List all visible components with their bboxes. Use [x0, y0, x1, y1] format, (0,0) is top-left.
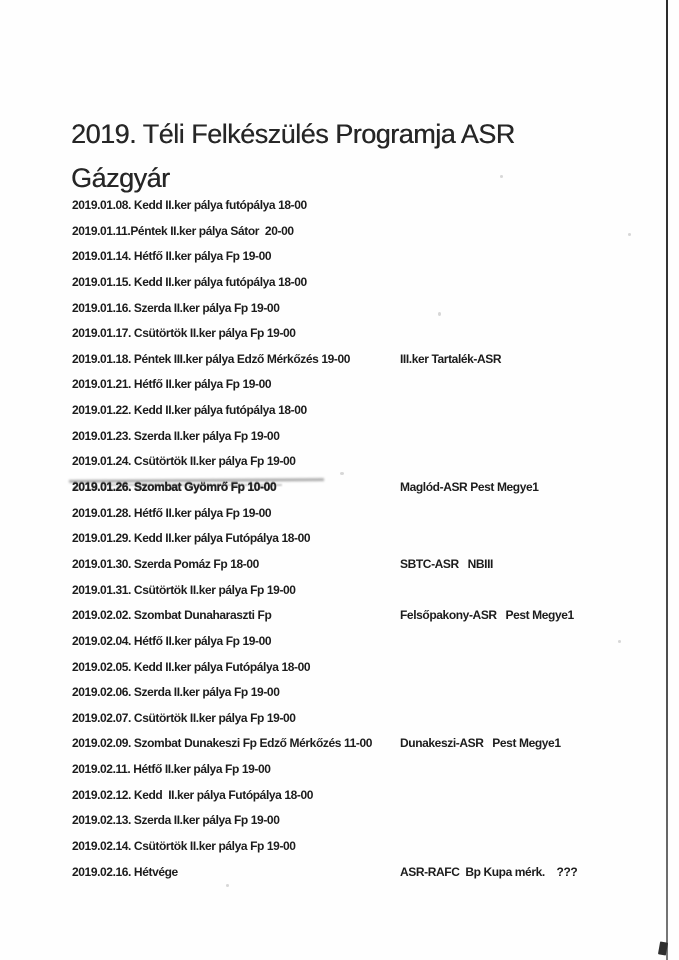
- scan-speck: [226, 884, 229, 887]
- event-text: 2019.01.31. Csütörtök II.ker pálya Fp 19-00: [72, 582, 296, 597]
- event-text: 2019.01.17. Csütörtök II.ker pálya Fp 19-00: [72, 326, 296, 341]
- event-text: 2019.02.02. Szombat Dunaharaszti Fp: [72, 608, 272, 623]
- schedule-list: [72, 198, 667, 890]
- event-text: 2019.01.29. Kedd II.ker pálya Futópálya 18-00: [72, 531, 311, 546]
- scan-speck: [95, 487, 98, 490]
- match-text: ASR-RAFC Bp Kupa mérk. ???: [400, 864, 578, 879]
- event-text: 2019.01.26. Szombat Gyömrő Fp 10-00: [72, 480, 277, 495]
- document-title-line2: Gázgyár: [71, 163, 170, 194]
- event-text: 2019.01.28. Hétfő II.ker pálya Fp 19-00: [72, 505, 272, 520]
- schedule-row: [72, 660, 667, 686]
- event-text: 2019.01.14. Hétfő II.ker pálya Fp 19-00: [72, 249, 272, 264]
- event-text: 2019.01.16. Szerda II.ker pálya Fp 19-00: [72, 300, 280, 315]
- schedule-row: [72, 506, 667, 532]
- event-text: 2019.01.21. Hétfő II.ker pálya Fp 19-00: [72, 377, 272, 392]
- schedule-row: [72, 326, 667, 352]
- event-text: 2019.01.15. Kedd II.ker pálya futópálya 18-00: [72, 274, 307, 289]
- schedule-row: [72, 377, 667, 403]
- scan-speck: [438, 312, 441, 316]
- schedule-row: [72, 736, 667, 762]
- scan-speck: [500, 175, 503, 178]
- event-text: 2019.02.09. Szombat Dunakeszi Fp Edző Mérkőzés 11-00: [72, 736, 373, 751]
- schedule-row: [72, 224, 667, 250]
- schedule-row: [72, 634, 667, 660]
- schedule-row: [72, 608, 667, 634]
- schedule-row: [72, 711, 667, 737]
- schedule-row: [72, 685, 667, 711]
- schedule-row: [72, 788, 667, 814]
- schedule-row: [72, 429, 667, 455]
- match-text: SBTC-ASR NBIII: [400, 556, 493, 571]
- event-text: 2019.01.22. Kedd II.ker pálya futópálya 18-00: [72, 403, 307, 418]
- schedule-row: [72, 480, 667, 506]
- event-text: 2019.02.04. Hétfő II.ker pálya Fp 19-00: [72, 633, 272, 648]
- schedule-row: [72, 249, 667, 275]
- match-text: III.ker Tartalék-ASR: [400, 351, 502, 366]
- schedule-row: [72, 454, 667, 480]
- schedule-row: [72, 762, 667, 788]
- scan-edge-line: [666, 0, 668, 960]
- schedule-row: [72, 839, 667, 865]
- event-text: 2019.01.24. Csütörtök II.ker pálya Fp 19-00: [72, 454, 296, 469]
- schedule-row: [72, 301, 667, 327]
- schedule-row: [72, 198, 667, 224]
- scan-speck: [618, 640, 621, 643]
- match-text: Maglód-ASR Pest Megye1: [400, 480, 539, 495]
- schedule-row: [72, 865, 667, 891]
- event-text: 2019.01.23. Szerda II.ker pálya Fp 19-00: [72, 428, 280, 443]
- event-text: 2019.02.14. Csütörtök II.ker pálya Fp 19-00: [72, 839, 296, 854]
- schedule-row: [72, 275, 667, 301]
- schedule-row: [72, 813, 667, 839]
- event-text: 2019.02.13. Szerda II.ker pálya Fp 19-00: [72, 813, 280, 828]
- schedule-row: [72, 583, 667, 609]
- event-text: 2019.02.06. Szerda II.ker pálya Fp 19-00: [72, 685, 280, 700]
- event-text: 2019.01.08. Kedd II.ker pálya futópálya 18-00: [72, 198, 307, 212]
- match-text: Dunakeszi-ASR Pest Megye1: [400, 736, 561, 751]
- schedule-row: [72, 352, 667, 378]
- event-text: 2019.02.12. Kedd II.ker pálya Futópálya 18-00: [72, 787, 314, 802]
- schedule-row: [72, 557, 667, 583]
- event-text: 2019.02.05. Kedd II.ker pálya Futópálya 18-00: [72, 659, 311, 674]
- schedule-row: [72, 531, 667, 557]
- document-title: [71, 112, 631, 200]
- event-text: 2019.02.11. Hétfő II.ker pálya Fp 19-00: [72, 762, 271, 777]
- document-title-line1: 2019. Téli Felkészülés Programja ASR: [71, 119, 515, 150]
- event-text: 2019.01.18. Péntek III.ker pálya Edző Mérkőzés 19-00: [72, 351, 351, 366]
- match-text: Felsőpakony-ASR Pest Megye1: [400, 608, 574, 623]
- scan-speck: [340, 472, 344, 475]
- schedule-row: [72, 403, 667, 429]
- event-text: 2019.02.16. Hétvége: [72, 864, 178, 879]
- event-text: 2019.02.07. Csütörtök II.ker pálya Fp 19-00: [72, 710, 296, 725]
- event-text: 2019.01.30. Szerda Pomáz Fp 18-00: [72, 556, 259, 571]
- scan-speck: [628, 233, 631, 236]
- event-text: 2019.01.11.Péntek II.ker pálya Sátor 20-00: [72, 223, 294, 238]
